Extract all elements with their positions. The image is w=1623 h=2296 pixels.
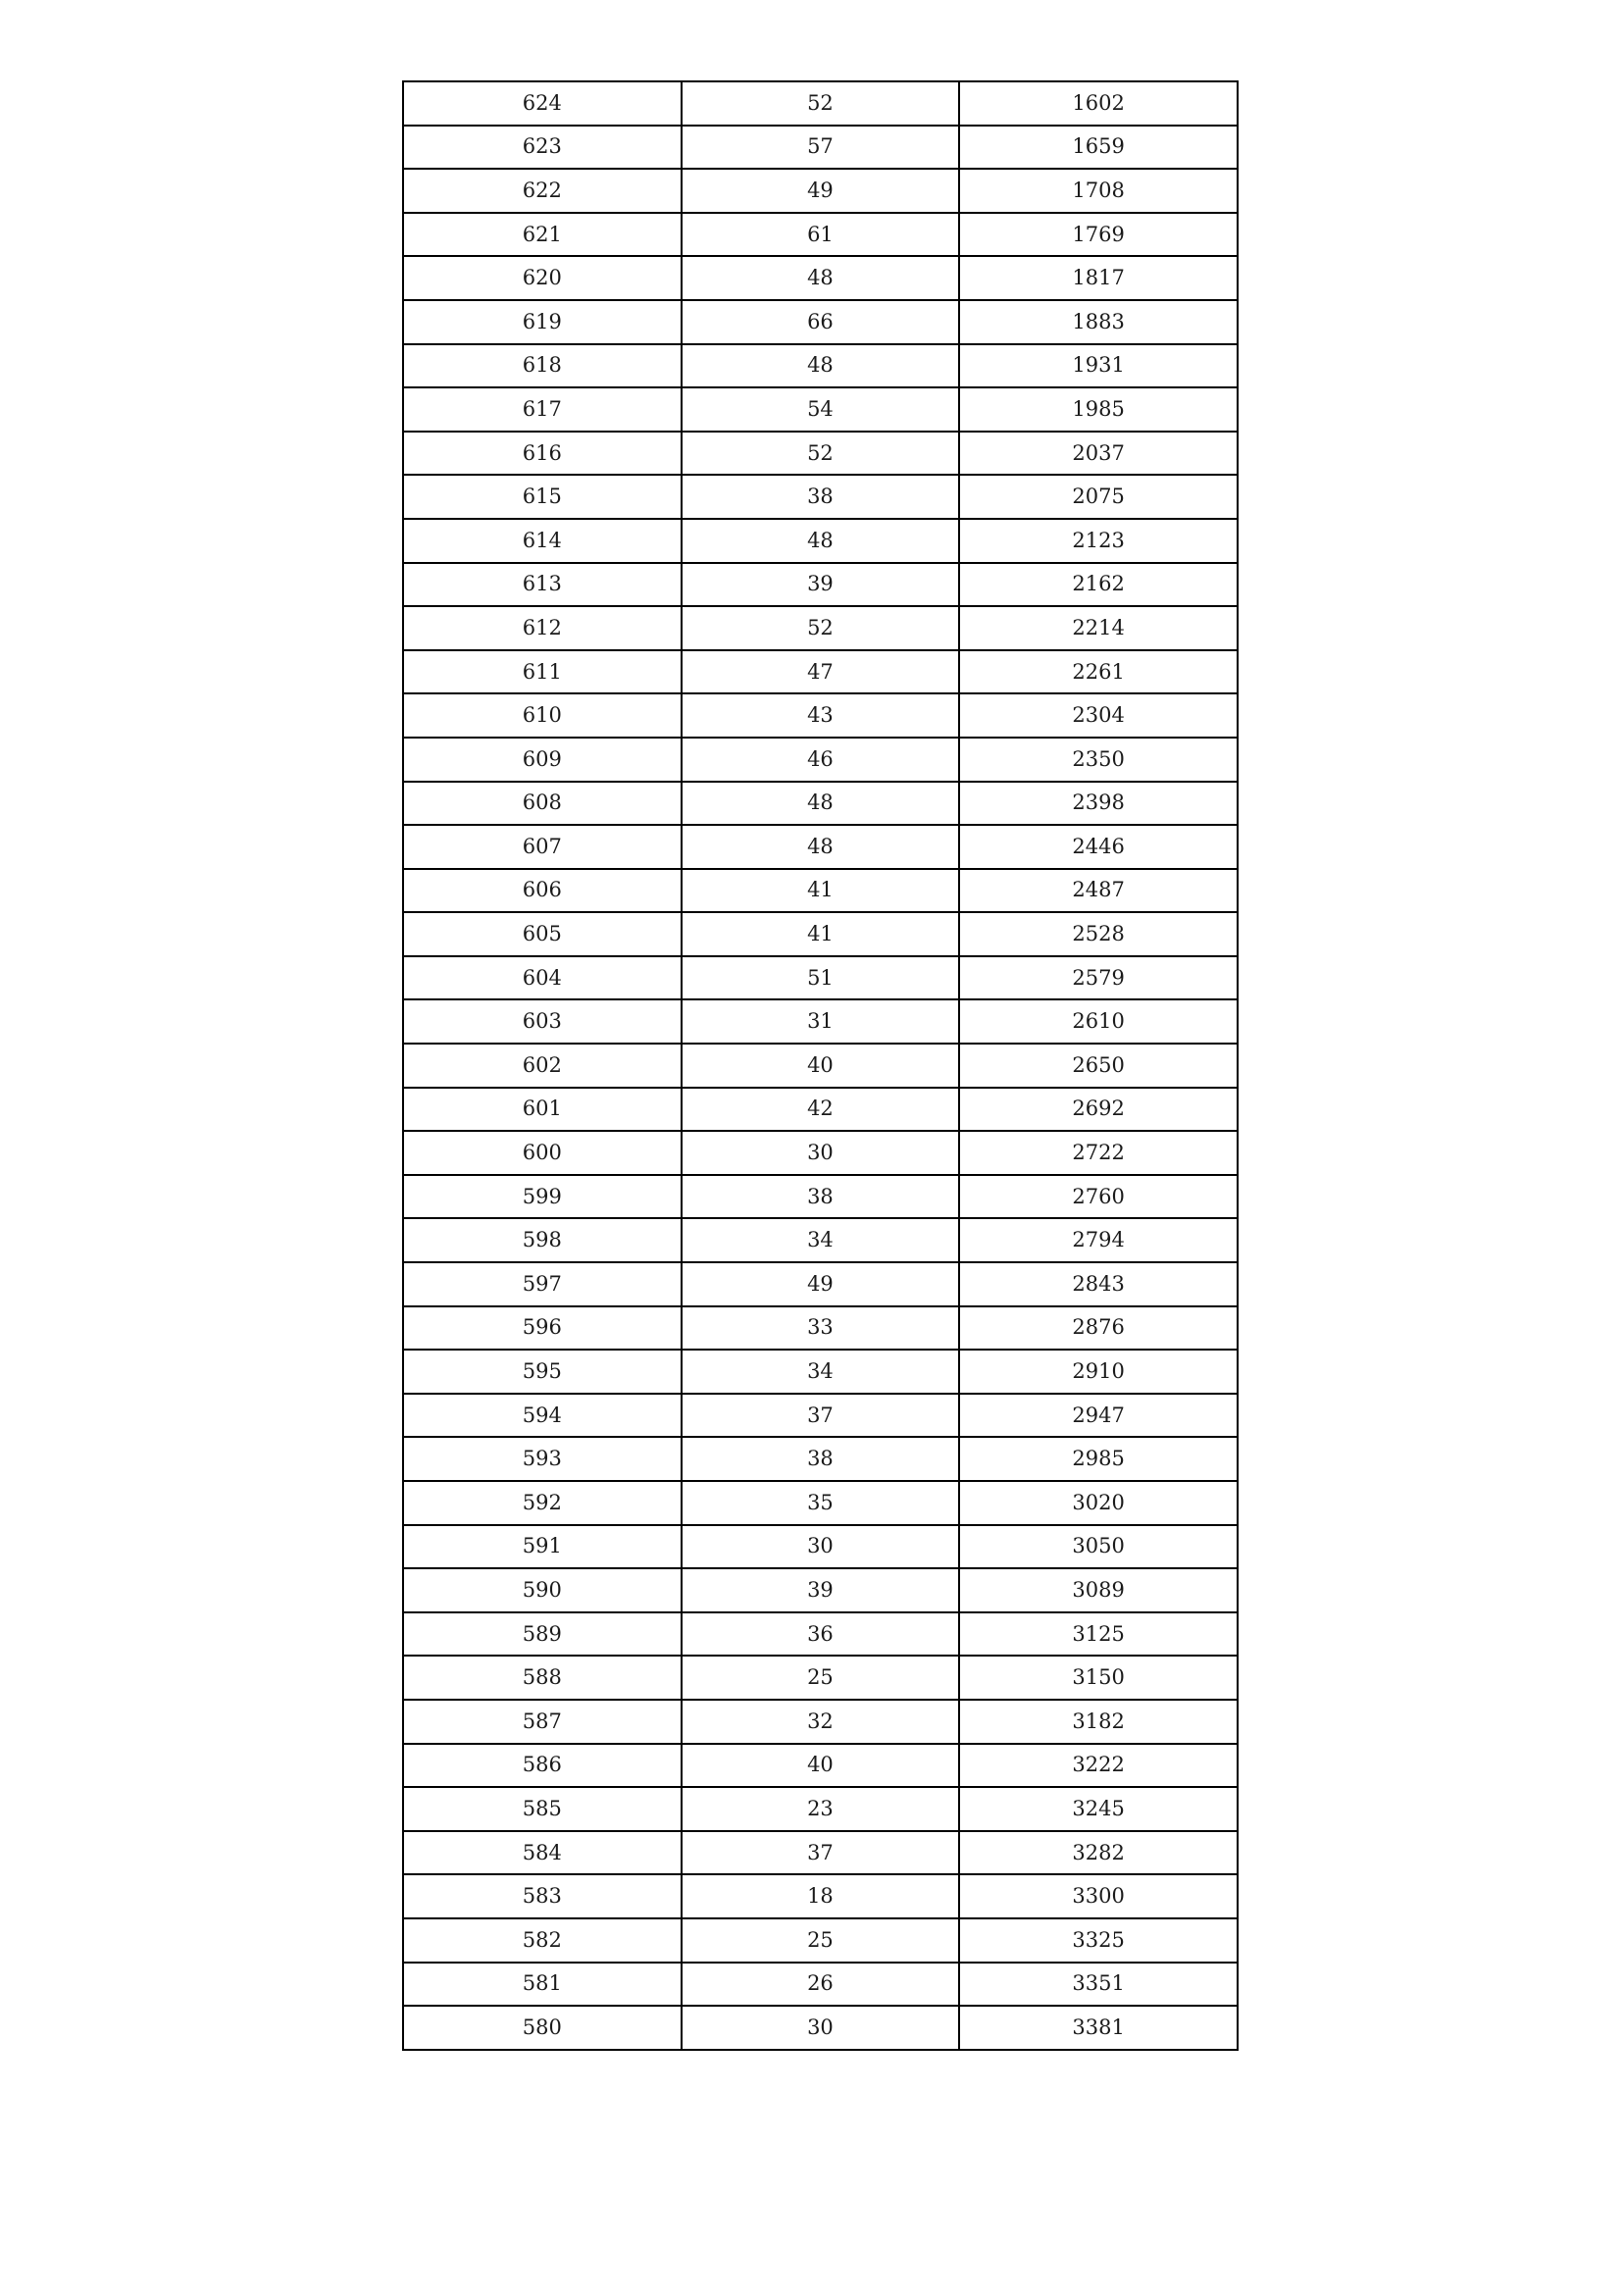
table-row [403, 2006, 1238, 2050]
count-cell: 30 [682, 1525, 960, 1569]
count-cell: 48 [682, 519, 960, 563]
score-cell: 594 [403, 1394, 682, 1438]
cumulative-cell: 2843 [959, 1262, 1238, 1306]
score-cell: 616 [403, 432, 682, 476]
table-row [403, 387, 1238, 432]
cumulative-cell: 2446 [959, 825, 1238, 869]
score-cell: 624 [403, 81, 682, 126]
cumulative-cell: 2692 [959, 1088, 1238, 1132]
score-cell: 598 [403, 1218, 682, 1262]
count-cell: 25 [682, 1656, 960, 1700]
table-row [403, 782, 1238, 826]
score-cell: 609 [403, 738, 682, 782]
count-cell: 41 [682, 869, 960, 913]
count-cell: 52 [682, 432, 960, 476]
count-cell: 54 [682, 387, 960, 432]
count-cell: 34 [682, 1218, 960, 1262]
cumulative-cell: 3325 [959, 1918, 1238, 1963]
cumulative-cell: 2487 [959, 869, 1238, 913]
score-cell: 617 [403, 387, 682, 432]
cumulative-cell: 3245 [959, 1787, 1238, 1831]
score-cell: 610 [403, 693, 682, 738]
count-cell: 52 [682, 81, 960, 126]
score-cell: 621 [403, 213, 682, 257]
count-cell: 48 [682, 256, 960, 300]
table-row [403, 1437, 1238, 1481]
cumulative-cell: 2794 [959, 1218, 1238, 1262]
score-cell: 618 [403, 344, 682, 388]
cumulative-cell: 1659 [959, 126, 1238, 170]
table-row [403, 519, 1238, 563]
score-table-body [403, 81, 1238, 2050]
cumulative-cell: 1602 [959, 81, 1238, 126]
count-cell: 61 [682, 213, 960, 257]
table-row [403, 1394, 1238, 1438]
cumulative-cell: 3089 [959, 1568, 1238, 1612]
table-row [403, 1131, 1238, 1175]
score-cell: 607 [403, 825, 682, 869]
cumulative-cell: 3125 [959, 1612, 1238, 1657]
cumulative-cell: 2261 [959, 650, 1238, 694]
table-row [403, 1306, 1238, 1351]
table-row [403, 606, 1238, 650]
count-cell: 26 [682, 1963, 960, 2007]
cumulative-cell: 2398 [959, 782, 1238, 826]
table-row [403, 1481, 1238, 1525]
score-cell: 602 [403, 1044, 682, 1088]
count-cell: 48 [682, 344, 960, 388]
table-row [403, 1568, 1238, 1612]
count-cell: 49 [682, 1262, 960, 1306]
count-cell: 57 [682, 126, 960, 170]
count-cell: 25 [682, 1918, 960, 1963]
score-cell: 592 [403, 1481, 682, 1525]
cumulative-cell: 2910 [959, 1350, 1238, 1394]
score-cell: 589 [403, 1612, 682, 1657]
cumulative-cell: 3182 [959, 1700, 1238, 1744]
table-row [403, 1044, 1238, 1088]
cumulative-cell: 2214 [959, 606, 1238, 650]
table-row [403, 1218, 1238, 1262]
cumulative-cell: 1708 [959, 169, 1238, 213]
table-row [403, 1831, 1238, 1875]
count-cell: 42 [682, 1088, 960, 1132]
cumulative-cell: 2947 [959, 1394, 1238, 1438]
score-cell: 601 [403, 1088, 682, 1132]
count-cell: 36 [682, 1612, 960, 1657]
table-row [403, 1175, 1238, 1219]
count-cell: 37 [682, 1831, 960, 1875]
count-cell: 39 [682, 563, 960, 607]
cumulative-cell: 1985 [959, 387, 1238, 432]
score-cell: 613 [403, 563, 682, 607]
count-cell: 52 [682, 606, 960, 650]
cumulative-cell: 3381 [959, 2006, 1238, 2050]
score-table [402, 80, 1239, 2051]
cumulative-cell: 3050 [959, 1525, 1238, 1569]
score-cell: 581 [403, 1963, 682, 2007]
count-cell: 66 [682, 300, 960, 344]
table-row [403, 956, 1238, 1000]
table-row [403, 563, 1238, 607]
cumulative-cell: 2760 [959, 1175, 1238, 1219]
table-row [403, 1787, 1238, 1831]
table-row [403, 1088, 1238, 1132]
count-cell: 38 [682, 1437, 960, 1481]
score-cell: 597 [403, 1262, 682, 1306]
table-row [403, 738, 1238, 782]
cumulative-cell: 1931 [959, 344, 1238, 388]
count-cell: 46 [682, 738, 960, 782]
score-cell: 608 [403, 782, 682, 826]
count-cell: 43 [682, 693, 960, 738]
count-cell: 47 [682, 650, 960, 694]
cumulative-cell: 3282 [959, 1831, 1238, 1875]
score-cell: 605 [403, 912, 682, 956]
table-row [403, 825, 1238, 869]
table-row [403, 169, 1238, 213]
count-cell: 30 [682, 1131, 960, 1175]
score-cell: 615 [403, 475, 682, 519]
table-row [403, 869, 1238, 913]
table-row [403, 256, 1238, 300]
count-cell: 40 [682, 1044, 960, 1088]
score-cell: 591 [403, 1525, 682, 1569]
cumulative-cell: 2722 [959, 1131, 1238, 1175]
count-cell: 18 [682, 1874, 960, 1918]
count-cell: 32 [682, 1700, 960, 1744]
score-cell: 606 [403, 869, 682, 913]
cumulative-cell: 2610 [959, 999, 1238, 1044]
count-cell: 34 [682, 1350, 960, 1394]
cumulative-cell: 2579 [959, 956, 1238, 1000]
table-row [403, 1963, 1238, 2007]
cumulative-cell: 3300 [959, 1874, 1238, 1918]
cumulative-cell: 2075 [959, 475, 1238, 519]
table-row [403, 912, 1238, 956]
score-cell: 584 [403, 1831, 682, 1875]
table-row [403, 126, 1238, 170]
score-cell: 582 [403, 1918, 682, 1963]
count-cell: 38 [682, 1175, 960, 1219]
table-row [403, 81, 1238, 126]
count-cell: 49 [682, 169, 960, 213]
cumulative-cell: 3020 [959, 1481, 1238, 1525]
score-cell: 604 [403, 956, 682, 1000]
score-cell: 580 [403, 2006, 682, 2050]
table-row [403, 650, 1238, 694]
count-cell: 41 [682, 912, 960, 956]
score-cell: 583 [403, 1874, 682, 1918]
score-cell: 590 [403, 1568, 682, 1612]
score-cell: 595 [403, 1350, 682, 1394]
cumulative-cell: 3150 [959, 1656, 1238, 1700]
score-cell: 612 [403, 606, 682, 650]
table-row [403, 1525, 1238, 1569]
score-cell: 588 [403, 1656, 682, 1700]
table-row [403, 1918, 1238, 1963]
score-cell: 620 [403, 256, 682, 300]
cumulative-cell: 2350 [959, 738, 1238, 782]
table-row [403, 1612, 1238, 1657]
score-cell: 587 [403, 1700, 682, 1744]
count-cell: 31 [682, 999, 960, 1044]
table-row [403, 1350, 1238, 1394]
count-cell: 38 [682, 475, 960, 519]
cumulative-cell: 2985 [959, 1437, 1238, 1481]
table-row [403, 432, 1238, 476]
cumulative-cell: 2037 [959, 432, 1238, 476]
cumulative-cell: 2650 [959, 1044, 1238, 1088]
score-cell: 622 [403, 169, 682, 213]
score-cell: 593 [403, 1437, 682, 1481]
count-cell: 37 [682, 1394, 960, 1438]
table-row [403, 475, 1238, 519]
cumulative-cell: 1883 [959, 300, 1238, 344]
cumulative-cell: 2876 [959, 1306, 1238, 1351]
cumulative-cell: 3351 [959, 1963, 1238, 2007]
table-row [403, 1700, 1238, 1744]
score-cell: 619 [403, 300, 682, 344]
cumulative-cell: 3222 [959, 1744, 1238, 1788]
count-cell: 23 [682, 1787, 960, 1831]
count-cell: 48 [682, 782, 960, 826]
count-cell: 33 [682, 1306, 960, 1351]
cumulative-cell: 2162 [959, 563, 1238, 607]
count-cell: 35 [682, 1481, 960, 1525]
score-cell: 599 [403, 1175, 682, 1219]
table-row [403, 1744, 1238, 1788]
count-cell: 39 [682, 1568, 960, 1612]
table-row [403, 213, 1238, 257]
cumulative-cell: 2123 [959, 519, 1238, 563]
cumulative-cell: 2304 [959, 693, 1238, 738]
count-cell: 30 [682, 2006, 960, 2050]
score-cell: 596 [403, 1306, 682, 1351]
cumulative-cell: 1817 [959, 256, 1238, 300]
table-row [403, 344, 1238, 388]
count-cell: 40 [682, 1744, 960, 1788]
score-cell: 586 [403, 1744, 682, 1788]
table-row [403, 1874, 1238, 1918]
table-row [403, 999, 1238, 1044]
table-row [403, 1656, 1238, 1700]
score-cell: 623 [403, 126, 682, 170]
score-cell: 600 [403, 1131, 682, 1175]
score-cell: 603 [403, 999, 682, 1044]
score-cell: 614 [403, 519, 682, 563]
cumulative-cell: 2528 [959, 912, 1238, 956]
score-cell: 585 [403, 1787, 682, 1831]
table-row [403, 300, 1238, 344]
count-cell: 51 [682, 956, 960, 1000]
table-row [403, 693, 1238, 738]
table-row [403, 1262, 1238, 1306]
cumulative-cell: 1769 [959, 213, 1238, 257]
count-cell: 48 [682, 825, 960, 869]
score-cell: 611 [403, 650, 682, 694]
